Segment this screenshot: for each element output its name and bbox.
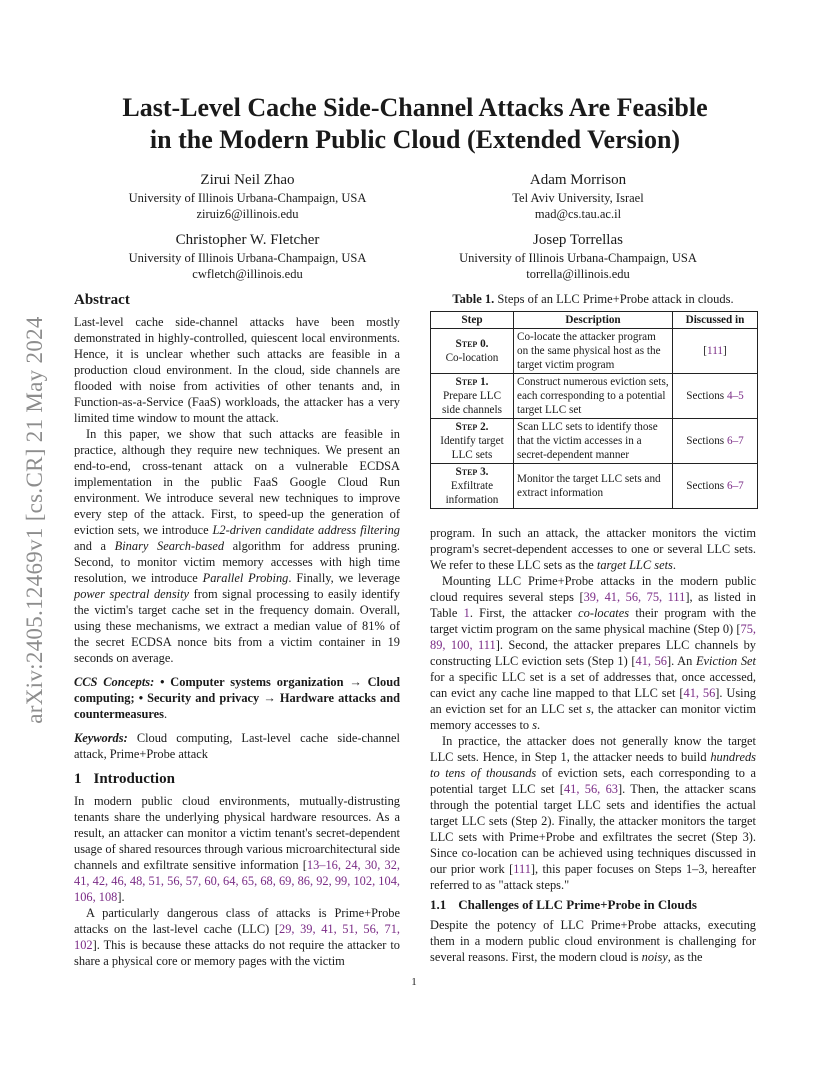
- emphasis: s: [586, 702, 591, 716]
- section-link[interactable]: 6–7: [726, 480, 744, 492]
- ccs-sep: ; • Security and privacy → Hardware attacks and countermeasures: [74, 691, 400, 721]
- author-email[interactable]: torrella@illinois.edu: [526, 267, 630, 281]
- emphasis: s: [532, 718, 538, 732]
- author-email[interactable]: mad@cs.tau.ac.il: [534, 207, 622, 221]
- table-row: [431, 419, 758, 464]
- column-header: Step: [431, 312, 514, 329]
- text-run: ]. Using an eviction set for an LLC set: [430, 686, 756, 716]
- text-run: Sections: [686, 480, 727, 492]
- citation-link[interactable]: 29, 39, 41, 51, 56, 71, 102: [74, 922, 400, 952]
- citation-link[interactable]: 13–16, 24, 30, 32, 41, 42, 46, 48, 51, 56, 57, 60, 64, 65, 68, 69, 86, 92, 99, 102, 104, 106, 108: [74, 858, 400, 904]
- abstract-paragraph-2: [74, 426, 400, 666]
- section-title: Introduction: [93, 771, 175, 787]
- emphasis: L2-driven candidate address filtering: [212, 523, 400, 537]
- author-email[interactable]: cwfletch@illinois.edu: [192, 267, 303, 281]
- step-label: Step 3.: [455, 466, 489, 478]
- right-column: [430, 525, 756, 965]
- text-run: from signal processing to easily identify the victim's target cache set in the frequency domain. Overall, using these mechanisms, we extract a median value of 81% of the secret ECDSA nonce bits from a victim container in 19 seconds on average.: [74, 587, 401, 665]
- section-link[interactable]: 4–5: [726, 390, 744, 402]
- text-run: ]. This is because these attacks do not require the attacker to share a physical core or memory pages with the victim: [74, 938, 400, 968]
- section-link[interactable]: 6–7: [726, 435, 744, 447]
- title-line-1: Last-Level Cache Side-Channel Attacks Are Feasible: [122, 93, 708, 122]
- step-label: Step 0.: [455, 338, 489, 350]
- text-run: A particularly dangerous class of attacks is Prime+Probe attacks on the last-level cache (LLC) [: [74, 906, 400, 936]
- author-affiliation: University of Illinois Urbana-Champaign, USA: [128, 251, 367, 265]
- citation-link[interactable]: 41, 56, 63: [563, 782, 618, 796]
- description-cell: Co-locate the attacker program on the same physical host as the target victim program: [514, 329, 673, 374]
- description-cell: Construct numerous eviction sets, each corresponding to a potential target LLC set: [514, 374, 673, 419]
- text-run: .: [672, 558, 676, 572]
- table-caption-label: Table 1.: [452, 292, 495, 306]
- description-cell: Scan LLC sets to identify those that the victim accesses in a secret-dependent manner: [514, 419, 673, 464]
- emphasis: Binary Search-based: [114, 539, 225, 553]
- emphasis: Eviction Set: [695, 654, 756, 668]
- text-run: Sections: [686, 390, 727, 402]
- step-cell: [431, 464, 514, 509]
- body-paragraph: [430, 573, 756, 733]
- emphasis: hundreds to tens of thousands: [430, 750, 756, 780]
- table-header-row: [431, 312, 758, 329]
- text-run: In practice, the attacker does not generally know the target LLC sets. Hence, in Step 1, the attacker needs to build: [430, 734, 756, 764]
- abstract-heading: Abstract: [74, 292, 130, 308]
- step-cell: [431, 374, 514, 419]
- author-block: [428, 170, 728, 222]
- emphasis: power spectral density: [74, 587, 190, 601]
- title-line-2: in the Modern Public Cloud (Extended Version): [149, 125, 681, 154]
- discussed-cell: [673, 374, 758, 419]
- table-caption: [430, 291, 756, 307]
- discussed-cell: [111]: [673, 329, 758, 374]
- subsection-heading: [430, 897, 756, 913]
- text-run: , as the: [667, 950, 703, 964]
- text-run: . First, the attacker: [469, 606, 579, 620]
- citation-link[interactable]: 41, 56: [683, 686, 716, 700]
- step-cell: [431, 329, 514, 374]
- citation-link[interactable]: 75, 89, 100, 111: [430, 622, 756, 652]
- body-paragraph: [430, 525, 756, 573]
- emphasis: target LLC sets: [596, 558, 673, 572]
- step-name: Exfiltrate information: [445, 480, 499, 506]
- discussed-cell: [673, 419, 758, 464]
- paper-title: [60, 92, 770, 156]
- citation-link[interactable]: 111: [513, 862, 531, 876]
- author-block: [428, 230, 728, 282]
- table-link[interactable]: 1: [463, 606, 470, 620]
- text-run: In this paper, we show that such attacks are feasible in practice, although they require new techniques. We present an end-to-end, cross-tenant attack on a vulnerable ECDSA implementation in the public FaaS Google Cloud Run environment. We introduce several new techniques to improve every step of the attack. First, to speed-up the generation of eviction sets, we introduce: [74, 427, 400, 537]
- text-run: for a specific LLC set is a set of addresses that, once accessed, can evict any cache line mapped to that LLC set [: [430, 670, 756, 700]
- body-paragraph: [430, 917, 756, 965]
- text-run: algorithm for address pruning. Second, to monitor victim memory accesses with high time resolution, we introduce: [74, 539, 400, 585]
- arxiv-stamp-text: arXiv:2405.12469v1 [cs.CR] 21 May 2024: [22, 316, 47, 724]
- text-run: , the attacker can monitor victim memory accesses to: [430, 702, 756, 732]
- author-name: Josep Torrellas: [533, 232, 623, 248]
- table-row: [431, 329, 758, 374]
- citation-link[interactable]: 39, 41, 56, 75, 111: [583, 590, 686, 604]
- step-label: Step 1.: [455, 376, 489, 388]
- subsection-number: 1.1: [430, 897, 447, 912]
- author-affiliation: Tel Aviv University, Israel: [512, 191, 644, 205]
- column-header: Description: [514, 312, 673, 329]
- text-run: ].: [117, 890, 125, 904]
- step-label: Step 2.: [455, 421, 489, 433]
- text-run: Mounting LLC Prime+Probe attacks in the modern public cloud requires several steps [: [430, 574, 756, 604]
- author-name: Christopher W. Fletcher: [175, 232, 320, 248]
- author-name: Adam Morrison: [529, 172, 627, 188]
- author-affiliation: University of Illinois Urbana-Champaign, USA: [128, 191, 367, 205]
- arxiv-stamp: [20, 280, 50, 760]
- page-number: 1: [411, 976, 417, 988]
- steps-table: [430, 311, 758, 509]
- text-run: their program with the target victim program on the same physical machine (Step 0) [: [430, 606, 756, 636]
- table-row: [431, 464, 758, 509]
- author-name: Zirui Neil Zhao: [200, 172, 295, 188]
- description-cell: Monitor the target LLC sets and extract information: [514, 464, 673, 509]
- author-block: [100, 230, 395, 282]
- step-name: Co-location: [445, 352, 499, 364]
- text-run: ]. Second, the attacker prepares LLC channels by constructing LLC eviction sets (Step 1) [: [430, 638, 756, 668]
- ccs-end: .: [163, 707, 168, 721]
- text-run: ]. Then, the attacker scans through the potential target LLC sets and identifies the actual target LLC sets (Step 2). Finally, the attacker monitors the target LLC sets with Prime+Probe and exfiltrates the secret (Step 3). Since co-location can be achieved using techniques discussed in our prior work [: [430, 782, 756, 876]
- citation-link[interactable]: 111: [707, 345, 723, 357]
- column-header: Discussed in: [673, 312, 758, 329]
- table-row: [431, 374, 758, 419]
- left-column: [74, 291, 400, 969]
- text-run: ]. An: [667, 654, 696, 668]
- ccs-label: CCS Concepts:: [74, 675, 155, 689]
- table-caption-text: Steps of an LLC Prime+Probe attack in clouds.: [494, 292, 734, 306]
- text-run: program. In such an attack, the attacker monitors the victim program's secret-dependent accesses to one or several LLC sets. We refer to these LLC sets as the: [430, 526, 756, 572]
- intro-paragraph-1: [74, 793, 400, 905]
- text-run: .: [537, 718, 541, 732]
- keywords: [74, 730, 400, 762]
- ccs-concepts: [74, 674, 400, 722]
- citation-link[interactable]: 41, 56: [635, 654, 668, 668]
- emphasis: co-locates: [578, 606, 630, 620]
- discussed-cell: [673, 464, 758, 509]
- author-affiliation: University of Illinois Urbana-Champaign, USA: [459, 251, 697, 265]
- text-run: In modern public cloud environments, mutually-distrusting tenants share the underlying physical hardware resources. As a result, an attacker can monitor a victim tenant's secret-dependent usage of shared resources through various microarchitectural side channels and exfiltrate sensitive information [: [74, 794, 400, 872]
- step-cell: [431, 419, 514, 464]
- text-run: Despite the potency of LLC Prime+Probe attacks, executing them in a modern public cloud environment is challenging for several reasons. First, the modern cloud is: [430, 918, 756, 964]
- intro-paragraph-2: [74, 905, 400, 969]
- text-run: ], this paper focuses on Steps 1–3, hereafter referred to as "attack steps.": [430, 862, 756, 892]
- section-heading-introduction: [74, 770, 400, 788]
- author-email[interactable]: ziruiz6@illinois.edu: [196, 207, 299, 221]
- emphasis: noisy: [641, 950, 668, 964]
- keywords-text: Cloud computing, Last-level cache side-channel attack, Prime+Probe attack: [74, 731, 400, 761]
- step-name: Identify target LLC sets: [440, 435, 504, 461]
- ccs-concept-1: • Computer systems organization → Cloud computing: [74, 675, 400, 705]
- subsection-title: Challenges of LLC Prime+Probe in Clouds: [458, 897, 697, 912]
- text-run: Sections: [686, 435, 727, 447]
- body-paragraph: [430, 733, 756, 893]
- author-block: [100, 170, 395, 222]
- step-name: Prepare LLC side channels: [442, 390, 502, 416]
- text-run: ], as listed in Table: [430, 590, 756, 620]
- text-run: of eviction sets, each corresponding to a potential target LLC set [: [430, 766, 756, 796]
- text-run: and a: [74, 539, 115, 553]
- keywords-label: Keywords:: [74, 731, 128, 745]
- abstract-paragraph-1: Last-level cache side-channel attacks have been mostly demonstrated in highly-controlled, quiescent local environments. Hence, it is unclear whether such attacks are feasible in a production cloud environment. In the cloud, side channels are flooded with noise from activities of other tenants and, in Function-as-a-Service (FaaS) workloads, the attacker has a very limited time window to mount the attack.: [74, 315, 400, 425]
- section-number: 1: [74, 771, 82, 787]
- emphasis: Parallel Probing: [202, 571, 289, 585]
- text-run: . Finally, we leverage: [288, 571, 400, 585]
